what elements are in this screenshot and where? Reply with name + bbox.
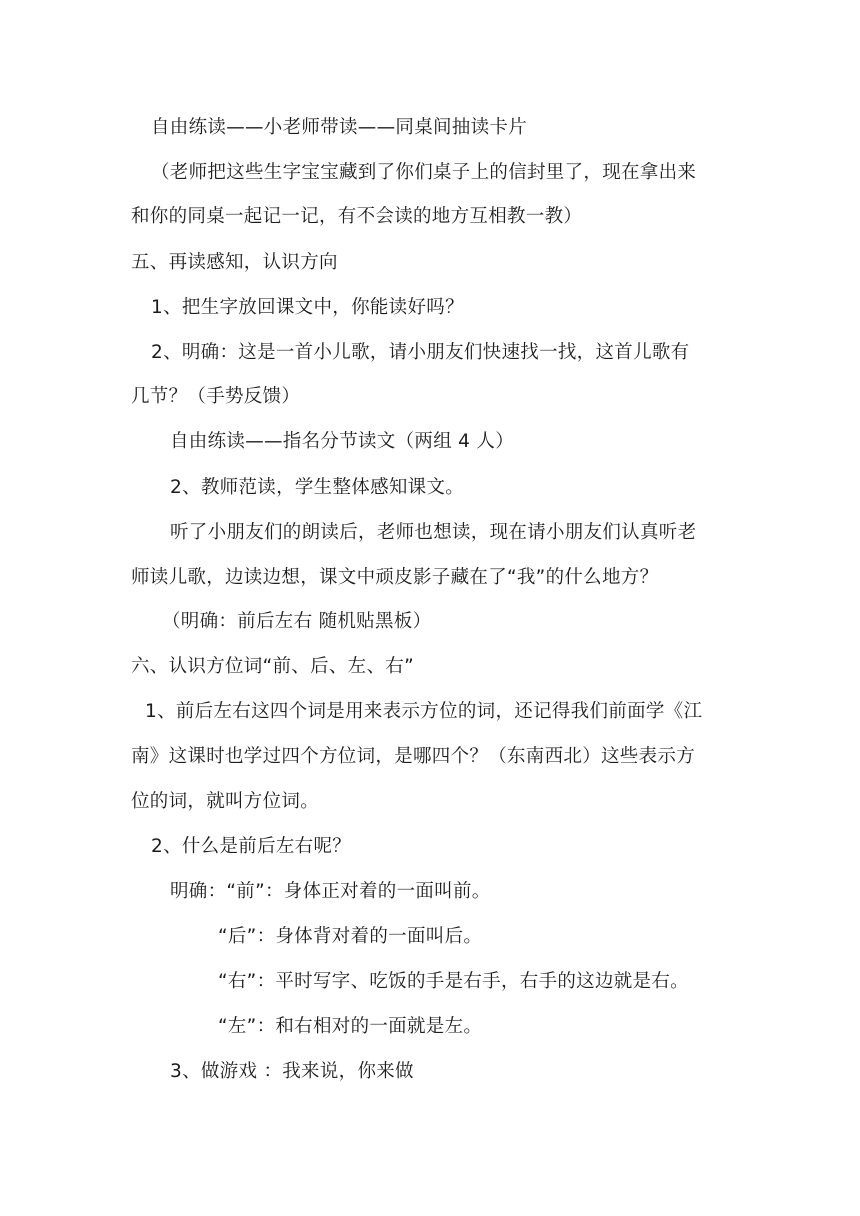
text-line: 位的词，就叫方位词。 bbox=[131, 791, 320, 812]
text-line: 3、做游戏 ：我来说，你来做 bbox=[170, 1061, 414, 1082]
text-line: 1、把生字放回课文中，你能读好吗？ bbox=[151, 297, 464, 318]
section-heading: 六、认识方位词“前、后、左、右” bbox=[131, 656, 414, 677]
text-line: 自由练读——小老师带读——同桌间抽读卡片 bbox=[151, 117, 528, 138]
text-line: 2、明确：这是一首小儿歌，请小朋友们快速找一找，这首儿歌有 bbox=[151, 342, 690, 363]
text-line: 2、什么是前后左右呢？ bbox=[151, 836, 352, 857]
section-heading: 五、再读感知，认识方向 bbox=[131, 252, 338, 273]
text-line: 几节？（手势反馈） bbox=[131, 386, 301, 407]
text-line: 明确：“前”：身体正对着的一面叫前。 bbox=[170, 881, 491, 902]
text-line: （明确：前后左右 随机贴黑板） bbox=[162, 611, 432, 632]
text-line: “左”：和右相对的一面就是左。 bbox=[218, 1016, 483, 1037]
text-line: 1、前后左右这四个词是用来表示方位的词，还记得我们前面学《江 bbox=[145, 701, 703, 722]
text-line: 和你的同桌一起记一记，有不会读的地方互相教一教） bbox=[131, 206, 583, 227]
text-line: “右”：平时写字、吃饭的手是右手，右手的这边就是右。 bbox=[218, 971, 689, 992]
text-line: 自由练读——指名分节读文（两组 4 人） bbox=[170, 431, 515, 452]
text-line: 听了小朋友们的朗读后，老师也想读，现在请小朋友们认真听老 bbox=[170, 522, 697, 543]
text-line: 南》这课时也学过四个方位词，是哪四个？（东南西北）这些表示方 bbox=[131, 746, 696, 767]
text-line: （老师把这些生字宝宝藏到了你们桌子上的信封里了，现在拿出来 bbox=[151, 162, 697, 183]
text-line: 2、教师范读，学生整体感知课文。 bbox=[170, 477, 465, 498]
text-line: 师读儿歌，边读边想，课文中顽皮影子藏在了“我”的什么地方？ bbox=[131, 567, 659, 588]
text-line: “后”：身体背对着的一面叫后。 bbox=[218, 926, 483, 947]
